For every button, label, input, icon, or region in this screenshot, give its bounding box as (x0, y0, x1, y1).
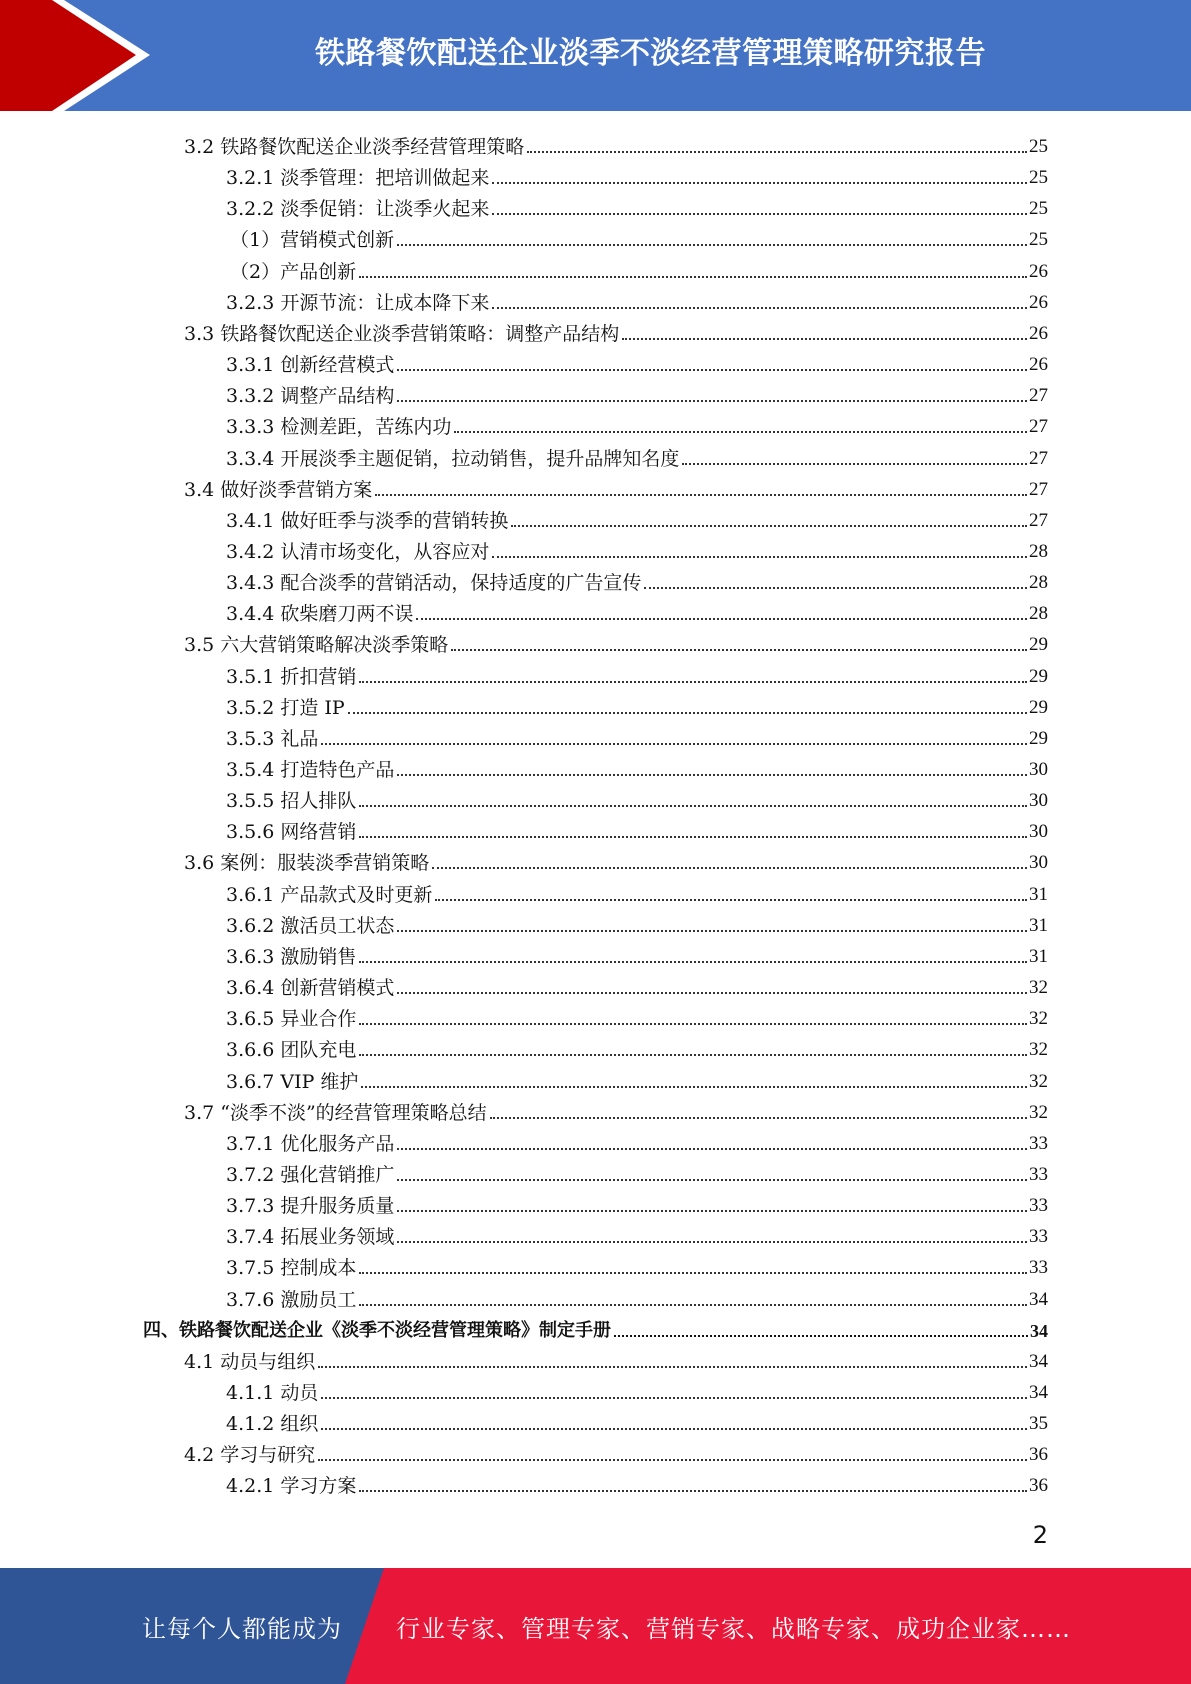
footer-banner (0, 1568, 1191, 1684)
toc-dot-leader (359, 681, 1027, 683)
toc-entry-page: 31 (1029, 915, 1048, 936)
toc-entry[interactable] (226, 999, 1048, 1030)
toc-entry-page: 28 (1029, 572, 1048, 593)
toc-entry[interactable] (226, 563, 1048, 594)
toc-entry[interactable] (226, 1155, 1048, 1186)
toc-dot-leader (318, 1366, 1027, 1368)
toc-entry-label: 四、铁路餐饮配送企业《淡季不淡经营管理策略》制定手册 (143, 1320, 611, 1341)
toc-entry[interactable] (184, 470, 1048, 501)
toc-entry[interactable] (226, 968, 1048, 999)
toc-dot-leader (397, 1179, 1027, 1181)
toc-dot-leader (492, 182, 1027, 184)
toc-entry[interactable] (226, 1062, 1048, 1093)
toc-entry-label: 4.2 学习与研究 (184, 1444, 316, 1466)
toc-entry-label: 3.6.3 激励销售 (226, 946, 357, 968)
toc-entry-page: 26 (1029, 292, 1048, 313)
toc-entry[interactable] (226, 532, 1048, 563)
toc-entry[interactable] (226, 439, 1048, 470)
toc-dot-leader (492, 556, 1027, 558)
toc-entry-page: 32 (1029, 1039, 1048, 1060)
toc-entry-page: 34 (1029, 1289, 1048, 1310)
toc-dot-leader (397, 369, 1027, 371)
toc-entry-label: 3.4.3 配合淡季的营销活动，保持适度的广告宣传 (226, 572, 642, 594)
header-banner (0, 0, 1191, 111)
toc-entry-label: 3.4.2 认清市场变化，从容应对 (226, 541, 490, 563)
toc-dot-leader (511, 525, 1027, 527)
toc-entry-label: 3.3.3 检测差距，苦练内功 (226, 416, 452, 438)
toc-dot-leader (359, 1023, 1027, 1025)
toc-dot-leader (321, 1428, 1027, 1430)
toc-entry-label: 3.3.2 调整产品结构 (226, 385, 395, 407)
toc-dot-leader (451, 649, 1027, 651)
toc-entry[interactable] (226, 189, 1048, 220)
toc-entry[interactable] (226, 376, 1048, 407)
toc-dot-leader (397, 1241, 1027, 1243)
toc-entry-label: 3.5.6 网络营销 (226, 821, 357, 843)
toc-entry[interactable] (184, 1342, 1048, 1373)
toc-entry[interactable] (226, 1124, 1048, 1155)
toc-entry-page: 29 (1029, 634, 1048, 655)
toc-entry[interactable] (226, 688, 1048, 719)
toc-entry[interactable] (226, 657, 1048, 688)
toc-entry-label: 3.7.1 优化服务产品 (226, 1133, 395, 1155)
toc-entry-label: 3.2.2 淡季促销：让淡季火起来 (226, 198, 490, 220)
toc-entry-page: 25 (1029, 198, 1048, 219)
toc-entry-label: 3.2 铁路餐饮配送企业淡季经营管理策略 (184, 136, 525, 158)
toc-entry[interactable] (226, 1217, 1048, 1248)
toc-dot-leader (397, 244, 1027, 246)
toc-entry-page: 30 (1029, 821, 1048, 842)
toc-entry-label: 3.5.4 打造特色产品 (226, 759, 395, 781)
toc-entry-page: 34 (1029, 1382, 1048, 1403)
toc-entry[interactable] (226, 345, 1048, 376)
toc-entry-label: 3.5.3 礼品 (226, 728, 319, 750)
toc-entry[interactable] (226, 812, 1048, 843)
footer-slogan-right: 行业专家、管理专家、营销专家、战略专家、成功企业家…… (396, 1614, 1071, 1643)
toc-dot-leader (361, 1086, 1027, 1088)
toc-dot-leader (397, 1210, 1027, 1212)
toc-entry[interactable] (226, 594, 1048, 625)
toc-entry-label: 3.7.3 提升服务质量 (226, 1195, 395, 1217)
toc-entry-page: 31 (1029, 884, 1048, 905)
toc-dot-leader (614, 1335, 1028, 1337)
toc-entry[interactable] (226, 501, 1048, 532)
toc-entry-label: 3.5.2 打造 IP (226, 697, 345, 719)
toc-entry-label: 3.6.7 VIP 维护 (226, 1071, 359, 1093)
toc-entry[interactable] (184, 625, 1048, 656)
toc-dot-leader (359, 805, 1027, 807)
toc-entry-label: 3.6.2 激活员工状态 (226, 915, 395, 937)
toc-entry-page: 28 (1029, 541, 1048, 562)
toc-entry-page: 36 (1029, 1444, 1048, 1465)
toc-dot-leader (682, 463, 1027, 465)
toc-entry-page: 26 (1029, 323, 1048, 344)
document-title: 铁路餐饮配送企业淡季不淡经营管理策略研究报告 (315, 36, 986, 71)
toc-entry[interactable] (226, 283, 1048, 314)
toc-entry[interactable] (226, 875, 1048, 906)
footer-slogan-left: 让每个人都能成为 (142, 1614, 342, 1643)
toc-entry-page: 27 (1029, 385, 1048, 406)
toc-dot-leader (397, 774, 1027, 776)
toc-entry-page: 29 (1029, 697, 1048, 718)
toc-entry-label: 3.7.5 控制成本 (226, 1257, 357, 1279)
toc-entry-page: 27 (1029, 510, 1048, 531)
toc-entry[interactable] (226, 1248, 1048, 1279)
toc-entry-page: 26 (1029, 354, 1048, 375)
toc-entry[interactable] (226, 158, 1048, 189)
toc-dot-leader (397, 400, 1027, 402)
toc-entry[interactable] (230, 220, 1048, 251)
toc-entry[interactable] (184, 1093, 1048, 1124)
toc-entry-label: 3.6.1 产品款式及时更新 (226, 884, 433, 906)
toc-entry-label: 3.4.4 砍柴磨刀两不误 (226, 603, 414, 625)
toc-dot-leader (492, 213, 1027, 215)
toc-dot-leader (359, 1272, 1027, 1274)
toc-entry-label: 3.2.1 淡季管理：把培训做起来 (226, 167, 490, 189)
toc-entry[interactable] (226, 1373, 1048, 1404)
toc-entry-label: 4.1 动员与组织 (184, 1351, 316, 1373)
toc-entry[interactable] (226, 1466, 1048, 1497)
toc-dot-leader (397, 992, 1027, 994)
toc-entry[interactable] (184, 314, 1048, 345)
toc-dot-leader (359, 961, 1027, 963)
toc-entry-label: 3.4 做好淡季营销方案 (184, 479, 373, 501)
toc-entry-page: 30 (1029, 790, 1048, 811)
toc-dot-leader (644, 587, 1027, 589)
toc-entry-page: 34 (1030, 1321, 1048, 1341)
toc-dot-leader (318, 1459, 1027, 1461)
toc-dot-leader (527, 151, 1027, 153)
toc-dot-leader (397, 930, 1027, 932)
toc-entry-page: 32 (1029, 1102, 1048, 1123)
toc-entry-label: 3.5.1 折扣营销 (226, 666, 357, 688)
toc-entry-label: 3.5.5 招人排队 (226, 790, 357, 812)
toc-entry-page: 27 (1029, 448, 1048, 469)
toc-entry-page: 28 (1029, 603, 1048, 624)
toc-entry-label: 3.2.3 开源节流：让成本降下来 (226, 292, 490, 314)
toc-entry-page: 33 (1029, 1164, 1048, 1185)
page-number: 2 (1032, 1521, 1048, 1549)
toc-entry-label: 4.1.2 组织 (226, 1413, 319, 1435)
toc-entry[interactable] (226, 937, 1048, 968)
toc-entry-label: 3.3.4 开展淡季主题促销，拉动销售，提升品牌知名度 (226, 448, 680, 470)
toc-dot-leader (348, 712, 1027, 714)
toc-entry-page: 31 (1029, 946, 1048, 967)
toc-entry-page: 29 (1029, 728, 1048, 749)
toc-entry-page: 36 (1029, 1475, 1048, 1496)
toc-entry-label: 3.7.2 强化营销推广 (226, 1164, 395, 1186)
toc-dot-leader (416, 618, 1027, 620)
toc-entry[interactable] (184, 127, 1048, 158)
toc-dot-leader (321, 1397, 1027, 1399)
toc-entry-label: 4.2.1 学习方案 (226, 1475, 357, 1497)
toc-entry[interactable] (226, 750, 1048, 781)
toc-entry-page: 32 (1029, 977, 1048, 998)
toc-entry-page: 32 (1029, 1071, 1048, 1092)
toc-dot-leader (359, 836, 1027, 838)
toc-entry-page: 33 (1029, 1257, 1048, 1278)
toc-entry-page: 25 (1029, 229, 1048, 250)
toc-entry-page: 25 (1029, 136, 1048, 157)
toc-entry[interactable] (226, 1030, 1048, 1061)
toc-entry-page: 33 (1029, 1195, 1048, 1216)
toc-entry[interactable] (226, 781, 1048, 812)
toc-entry[interactable] (230, 252, 1048, 283)
toc-entry-label: 4.1.1 动员 (226, 1382, 319, 1404)
toc-dot-leader (321, 743, 1027, 745)
toc-entry-label: 3.5 六大营销策略解决淡季策略 (184, 634, 449, 656)
toc-entry-page: 25 (1029, 167, 1048, 188)
toc-entry-page: 30 (1029, 852, 1048, 873)
toc-entry-page: 33 (1029, 1226, 1048, 1247)
toc-entry[interactable] (184, 1435, 1048, 1466)
toc-entry-page: 27 (1029, 416, 1048, 437)
toc-entry-page: 35 (1029, 1413, 1048, 1434)
toc-dot-leader (375, 494, 1027, 496)
toc-entry-page: 26 (1029, 261, 1048, 282)
toc-entry-label: 3.3.1 创新经营模式 (226, 354, 395, 376)
toc-entry-label: 3.7.4 拓展业务领域 (226, 1226, 395, 1248)
toc-dot-leader (432, 867, 1027, 869)
toc-entry[interactable] (143, 1311, 1048, 1342)
toc-entry-label: 3.6.5 异业合作 (226, 1008, 357, 1030)
toc-dot-leader (359, 1490, 1027, 1492)
toc-entry-page: 29 (1029, 666, 1048, 687)
toc-entry-label: 3.3 铁路餐饮配送企业淡季营销策略：调整产品结构 (184, 323, 620, 345)
toc-entry-label: 3.4.1 做好旺季与淡季的营销转换 (226, 510, 509, 532)
toc-entry[interactable] (226, 1186, 1048, 1217)
toc-entry-label: （2）产品创新 (230, 261, 357, 283)
toc-dot-leader (359, 276, 1027, 278)
toc-entry-page: 33 (1029, 1133, 1048, 1154)
toc-entry[interactable] (226, 719, 1048, 750)
toc-entry[interactable] (226, 407, 1048, 438)
toc-entry-label: 3.6.4 创新营销模式 (226, 977, 395, 999)
toc-entry[interactable] (226, 1280, 1048, 1311)
toc-entry[interactable] (226, 1404, 1048, 1435)
toc-entry-label: （1）营销模式创新 (230, 229, 395, 251)
toc-dot-leader (435, 899, 1027, 901)
toc-dot-leader (622, 338, 1027, 340)
toc-entry-label: 3.6.6 团队充电 (226, 1039, 357, 1061)
toc-entry[interactable] (226, 906, 1048, 937)
toc-entry-label: 3.7.6 激励员工 (226, 1289, 357, 1311)
toc-entry-page: 34 (1029, 1351, 1048, 1372)
toc-dot-leader (359, 1304, 1027, 1306)
toc-dot-leader (359, 1054, 1027, 1056)
toc-entry-label: 3.6 案例：服装淡季营销策略 (184, 852, 430, 874)
toc-entry-page: 30 (1029, 759, 1048, 780)
toc-entry-page: 32 (1029, 1008, 1048, 1029)
toc-dot-leader (490, 1117, 1027, 1119)
toc-dot-leader (397, 1148, 1027, 1150)
toc-entry-label: 3.7 “淡季不淡”的经营管理策略总结 (184, 1102, 487, 1124)
toc-dot-leader (454, 431, 1027, 433)
toc-dot-leader (492, 307, 1027, 309)
toc-entry-page: 27 (1029, 479, 1048, 500)
toc-entry[interactable] (184, 843, 1048, 874)
